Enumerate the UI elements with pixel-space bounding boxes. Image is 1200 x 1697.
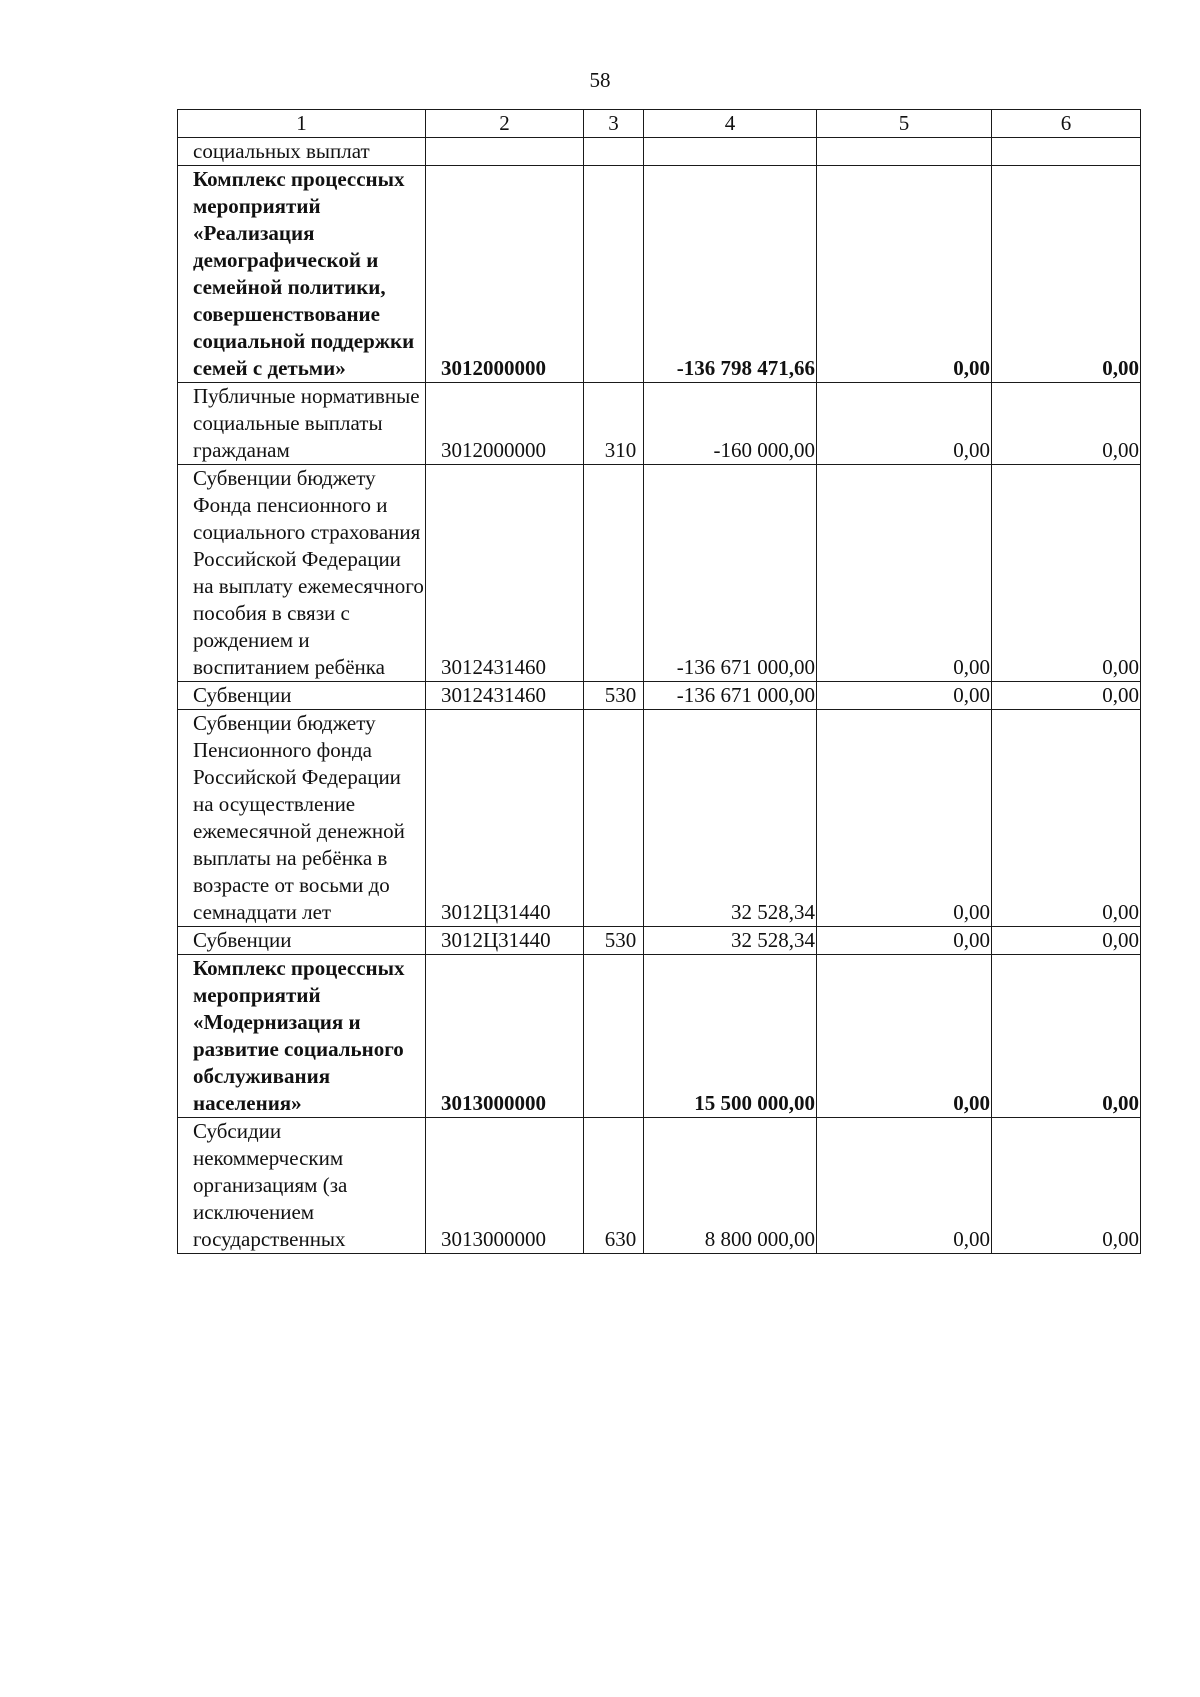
row-amount-4: 32 528,34: [644, 927, 817, 955]
table-row: [178, 465, 1141, 682]
row-code: 3013000000: [426, 1118, 584, 1254]
row-amount-6: 0,00: [992, 1118, 1141, 1254]
row-amount-4: 8 800 000,00: [644, 1118, 817, 1254]
row-amount-5: 0,00: [817, 166, 992, 383]
table-row: [178, 383, 1141, 465]
row-description: Субвенции бюджету Фонда пенсионного и социального страхования Российской Федерации на выплату ежемесячного пособия в связи с рождением и воспитанием ребёнка: [178, 465, 426, 682]
column-number-row: [178, 110, 1141, 138]
column-header-6: 6: [992, 110, 1141, 138]
table-row: [178, 682, 1141, 710]
row-code: 3012431460: [426, 465, 584, 682]
row-code: [426, 138, 584, 166]
row-code: 3012431460: [426, 682, 584, 710]
column-header-3: 3: [584, 110, 644, 138]
column-header-5: 5: [817, 110, 992, 138]
row-description: Публичные нормативные социальные выплаты гражданам: [178, 383, 426, 465]
row-amount-6: 0,00: [992, 383, 1141, 465]
row-amount-6: 0,00: [992, 166, 1141, 383]
row-amount-5: 0,00: [817, 682, 992, 710]
row-description: Субвенции: [178, 682, 426, 710]
row-description: Комплекс процессных мероприятий «Модернизация и развитие социального обслуживания населения»: [178, 955, 426, 1118]
budget-table: [177, 109, 1141, 1254]
row-amount-5: 0,00: [817, 955, 992, 1118]
row-amount-4: 32 528,34: [644, 710, 817, 927]
row-expense-type: 310: [584, 383, 644, 465]
table-row: [178, 710, 1141, 927]
table-row: [178, 927, 1141, 955]
row-amount-6: 0,00: [992, 710, 1141, 927]
row-amount-4: -136 671 000,00: [644, 465, 817, 682]
row-expense-type: 530: [584, 682, 644, 710]
column-header-4: 4: [644, 110, 817, 138]
row-amount-4: [644, 138, 817, 166]
row-amount-5: 0,00: [817, 927, 992, 955]
row-amount-5: 0,00: [817, 383, 992, 465]
row-amount-6: 0,00: [992, 927, 1141, 955]
page-number: 58: [589, 68, 611, 92]
row-expense-type: 630: [584, 1118, 644, 1254]
row-amount-4: -160 000,00: [644, 383, 817, 465]
row-amount-6: 0,00: [992, 682, 1141, 710]
row-amount-5: [817, 138, 992, 166]
row-amount-6: 0,00: [992, 465, 1141, 682]
row-expense-type: [584, 166, 644, 383]
table-row: [178, 955, 1141, 1118]
row-description: социальных выплат: [178, 138, 426, 166]
row-expense-type: [584, 710, 644, 927]
row-expense-type: 530: [584, 927, 644, 955]
row-code: 3012000000: [426, 166, 584, 383]
row-amount-5: 0,00: [817, 465, 992, 682]
row-code: 3012000000: [426, 383, 584, 465]
row-code: 3012Ц31440: [426, 710, 584, 927]
row-amount-4: 15 500 000,00: [644, 955, 817, 1118]
row-expense-type: [584, 138, 644, 166]
row-code: 3013000000: [426, 955, 584, 1118]
row-description: Субвенции: [178, 927, 426, 955]
row-code: 3012Ц31440: [426, 927, 584, 955]
row-amount-5: 0,00: [817, 710, 992, 927]
row-description: Субвенции бюджету Пенсионного фонда Российской Федерации на осуществление ежемесячной денежной выплаты на ребёнка в возрасте от восьми до семнадцати лет: [178, 710, 426, 927]
row-expense-type: [584, 465, 644, 682]
column-header-1: 1: [178, 110, 426, 138]
row-amount-6: 0,00: [992, 955, 1141, 1118]
row-amount-4: -136 671 000,00: [644, 682, 817, 710]
row-amount-6: [992, 138, 1141, 166]
row-amount-5: 0,00: [817, 1118, 992, 1254]
row-amount-4: -136 798 471,66: [644, 166, 817, 383]
row-description: Субсидии некоммерческим организациям (за исключением государственных: [178, 1118, 426, 1254]
column-header-2: 2: [426, 110, 584, 138]
table-row: [178, 166, 1141, 383]
row-description: Комплекс процессных мероприятий «Реализация демографической и семейной политики, совершенствование социальной поддержки семей с детьми»: [178, 166, 426, 383]
row-expense-type: [584, 955, 644, 1118]
table-row: [178, 138, 1141, 166]
table-row: [178, 1118, 1141, 1254]
